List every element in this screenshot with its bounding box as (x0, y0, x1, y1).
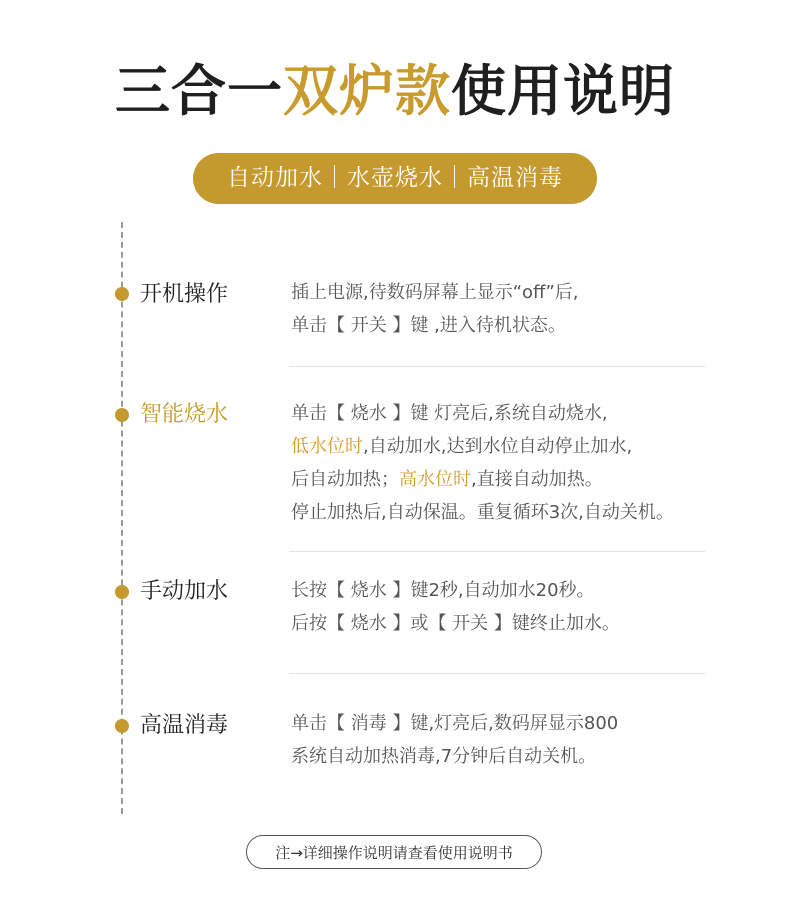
step-desc-manual-fill (291, 574, 620, 640)
desc-text: 单击【 烧水 】键 灯亮后,系统自动烧水, (291, 403, 608, 424)
desc-text: 后自动加热； (291, 469, 399, 490)
desc-line (291, 740, 618, 773)
desc-line (291, 430, 674, 463)
desc-line (291, 309, 579, 342)
desc-line (291, 463, 674, 496)
highlight-text: 高水位时 (399, 469, 471, 490)
desc-line (291, 574, 620, 607)
title-accent: 双炉款 (282, 59, 451, 123)
title-part1: 三合一 (114, 59, 283, 123)
title-part2: 使用说明 (451, 59, 676, 123)
step-desc-smart-boil (291, 397, 674, 529)
timeline-dot (115, 287, 129, 301)
timeline-dot (115, 719, 129, 733)
feature-pill: 自动加水｜水壶烧水｜高温消毒 (193, 153, 597, 204)
footer-note: 注→详细操作说明请查看使用说明书 (246, 835, 542, 869)
desc-text: ,直接自动加热。 (471, 469, 603, 490)
desc-text: 单击【 消毒 】键,灯亮后,数码屏显示800 (291, 713, 619, 734)
desc-text: 系统自动加热消毒,7分钟后自动关机。 (291, 746, 597, 767)
step-desc-power-on (291, 276, 579, 342)
desc-line (291, 707, 618, 740)
page-title (0, 56, 790, 126)
step-title-smart-boil: 智能烧水 (140, 402, 229, 427)
divider (289, 366, 705, 367)
divider (289, 551, 705, 552)
step-title-power-on: 开机操作 (140, 282, 229, 307)
step-desc-sterilize (291, 707, 618, 773)
desc-line (291, 607, 620, 640)
step-title-sterilize: 高温消毒 (140, 713, 229, 738)
desc-line (291, 276, 579, 309)
divider (289, 673, 705, 674)
desc-text: 长按【 烧水 】键2秒,自动加水20秒。 (291, 580, 595, 601)
desc-text: ,自动加水,达到水位自动停止加水, (363, 436, 633, 457)
desc-line (291, 397, 674, 430)
timeline-dot (115, 408, 129, 422)
desc-text: 单击【 开关 】键 ,进入待机状态。 (291, 315, 566, 336)
timeline-dot (115, 585, 129, 599)
desc-line (291, 496, 674, 529)
desc-text: 停止加热后,自动保温。重复循环3次,自动关机。 (291, 502, 674, 523)
desc-text: 后按【 烧水 】或【 开关 】键终止加水。 (291, 613, 620, 634)
highlight-text: 低水位时 (291, 436, 363, 457)
desc-text: 插上电源,待数码屏幕上显示“off”后, (291, 282, 579, 303)
step-title-manual-fill: 手动加水 (140, 579, 229, 604)
